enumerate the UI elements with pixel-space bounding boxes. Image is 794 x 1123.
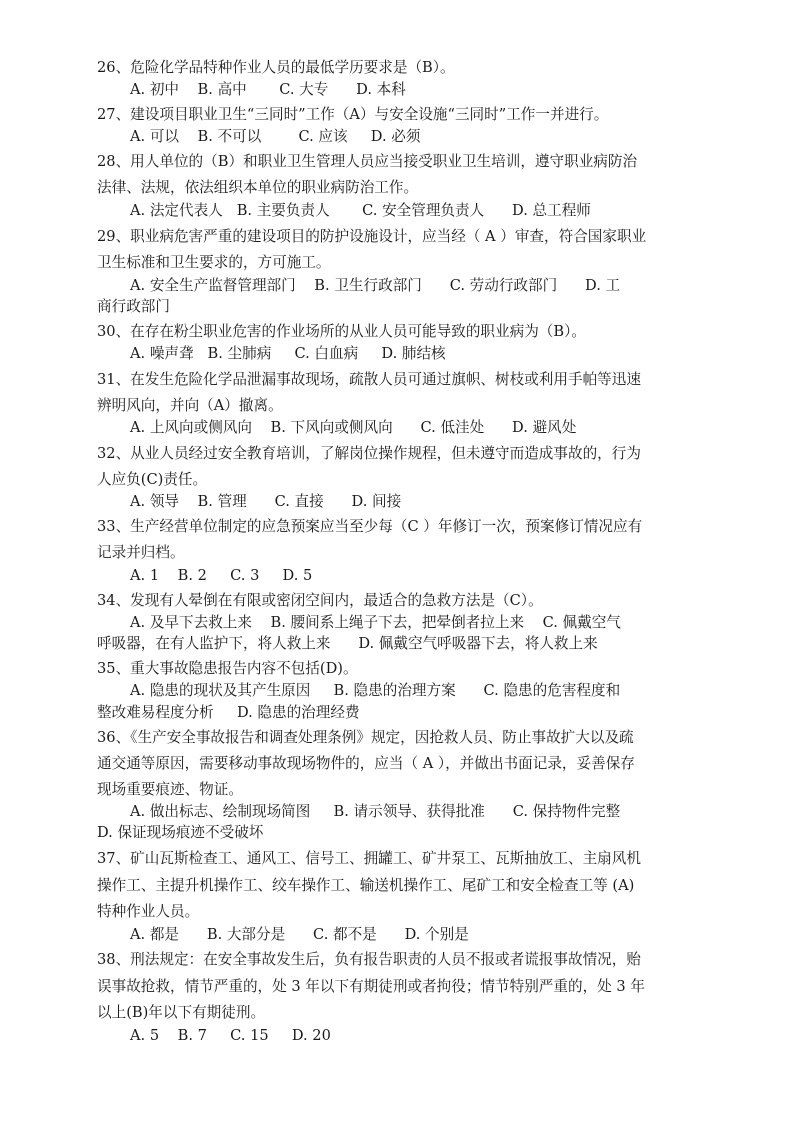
question-29-options: A. 安全生产监督管理部门 B. 卫生行政部门 C. 劳动行政部门 D. 工: [130, 277, 621, 294]
question-26-options: A. 初中 B. 高中 C. 大专 D. 本科: [130, 81, 406, 98]
question-31-text-cont: 辨明风向，并向（A）撤离。: [97, 397, 283, 414]
question-36-options-cont: D. 保证现场痕迹不受破坏: [97, 824, 264, 841]
question-27-options: A. 可以 B. 不可以 C. 应该 D. 必须: [130, 128, 421, 145]
question-30-options: A. 噪声聋 B. 尘肺病 C. 白血病 D. 肺结核: [130, 345, 446, 362]
question-35-options: A. 隐患的现状及其产生原因 B. 隐患的治理方案 C. 隐患的危害程度和: [130, 682, 621, 699]
question-36-text: 36、《生产安全事故报告和调查处理条例》规定，因抢救人员、防止事故扩大以及疏: [97, 729, 634, 746]
question-29-text: 29、职业病危害严重的建设项目的防护设施设计，应当经（ A ）审查，符合国家职业: [97, 228, 647, 245]
question-29-text-cont: 卫生标准和卫生要求的，方可施工。: [97, 254, 331, 271]
question-30-text: 30、在存在粉尘职业危害的作业场所的从业人员可能导致的职业病为（B）。: [97, 323, 586, 340]
question-36-text-cont-2: 现场重要痕迹、物证。: [97, 781, 243, 798]
question-27-text: 27、建设项目职业卫生“三同时”工作（A）与安全设施“三同时”工作一并进行。: [97, 106, 609, 123]
question-32-text: 32、从业人员经过安全教育培训，了解岗位操作规程，但未遵守而造成事故的，行为: [97, 445, 641, 462]
question-31-options: A. 上风向或侧风向 B. 下风向或侧风向 C. 低洼处 D. 避风处: [130, 419, 577, 436]
question-37-text-cont-2: 特种作业人员。: [97, 903, 200, 920]
question-31-text: 31、在发生危险化学品泄漏事故现场，疏散人员可通过旗帜、树枝或利用手帕等迅速: [97, 371, 641, 388]
question-34-options: A. 及早下去救上来 B. 腰间系上绳子下去，把晕倒者拉上来 C. 佩戴空气: [130, 614, 621, 631]
question-35-options-cont: 整改难易程度分析 D. 隐患的治理经费: [97, 704, 360, 721]
question-32-options: A. 领导 B. 管理 C. 直接 D. 间接: [130, 493, 402, 510]
question-37-text-cont: 操作工、主提升机操作工、绞车操作工、输送机操作工、尾矿工和安全检查工等 (A): [97, 877, 635, 894]
question-35-text: 35、重大事故隐患报告内容不包括(D)。: [97, 660, 358, 677]
question-34-options-cont: 呼吸器，在有人监护下，将人救上来 D. 佩戴空气呼吸器下去，将人救上来: [97, 635, 598, 652]
question-28-text-cont: 法律、法规，依法组织本单位的职业病防治工作。: [97, 179, 419, 196]
question-28-options: A. 法定代表人 B. 主要负责人 C. 安全管理负责人 D. 总工程师: [130, 202, 591, 219]
question-36-options: A. 做出标志、绘制现场简图 B. 请示领导、获得批准 C. 保持物件完整: [130, 803, 621, 820]
question-38-text: 38、刑法规定：在安全事故发生后，负有报告职责的人员不报或者谎报事故情况，贻: [97, 951, 641, 968]
question-32-text-cont: 人应负(C)责任。: [97, 471, 208, 488]
question-34-text: 34、发现有人晕倒在有限或密闭空间内，最适合的急救方法是（C）。: [97, 592, 543, 609]
question-26-text: 26、危险化学品特种作业人员的最低学历要求是（B）。: [97, 59, 455, 76]
question-33-text: 33、生产经营单位制定的应急预案应当至少每（C ）年修订一次，预案修订情况应有: [97, 518, 643, 535]
question-33-text-cont: 记录并归档。: [97, 544, 185, 561]
question-28-text: 28、用人单位的（B）和职业卫生管理人员应当接受职业卫生培训，遵守职业病防治: [97, 153, 638, 170]
question-37-options: A. 都是 B. 大部分是 C. 都不是 D. 个别是: [130, 926, 469, 943]
question-33-options: A. 1 B. 2 C. 3 D. 5: [130, 567, 313, 584]
question-38-text-cont: 误事故抢救，情节严重的，处 3 年以下有期徒刑或者拘役；情节特别严重的，处 3 年: [97, 978, 645, 995]
question-38-text-cont-2: 以上(B)年以下有期徒刑。: [97, 1004, 266, 1021]
question-36-text-cont: 通交通等原因，需要移动事故现场物件的，应当（ A ），并做出书面记录，妥善保存: [97, 755, 635, 772]
question-37-text: 37、矿山瓦斯检查工、通风工、信号工、拥罐工、矿井泵工、瓦斯抽放工、主扇风机: [97, 850, 641, 867]
question-29-options-cont: 商行政部门: [97, 298, 170, 315]
question-38-options: A. 5 B. 7 C. 15 D. 20: [130, 1027, 331, 1044]
